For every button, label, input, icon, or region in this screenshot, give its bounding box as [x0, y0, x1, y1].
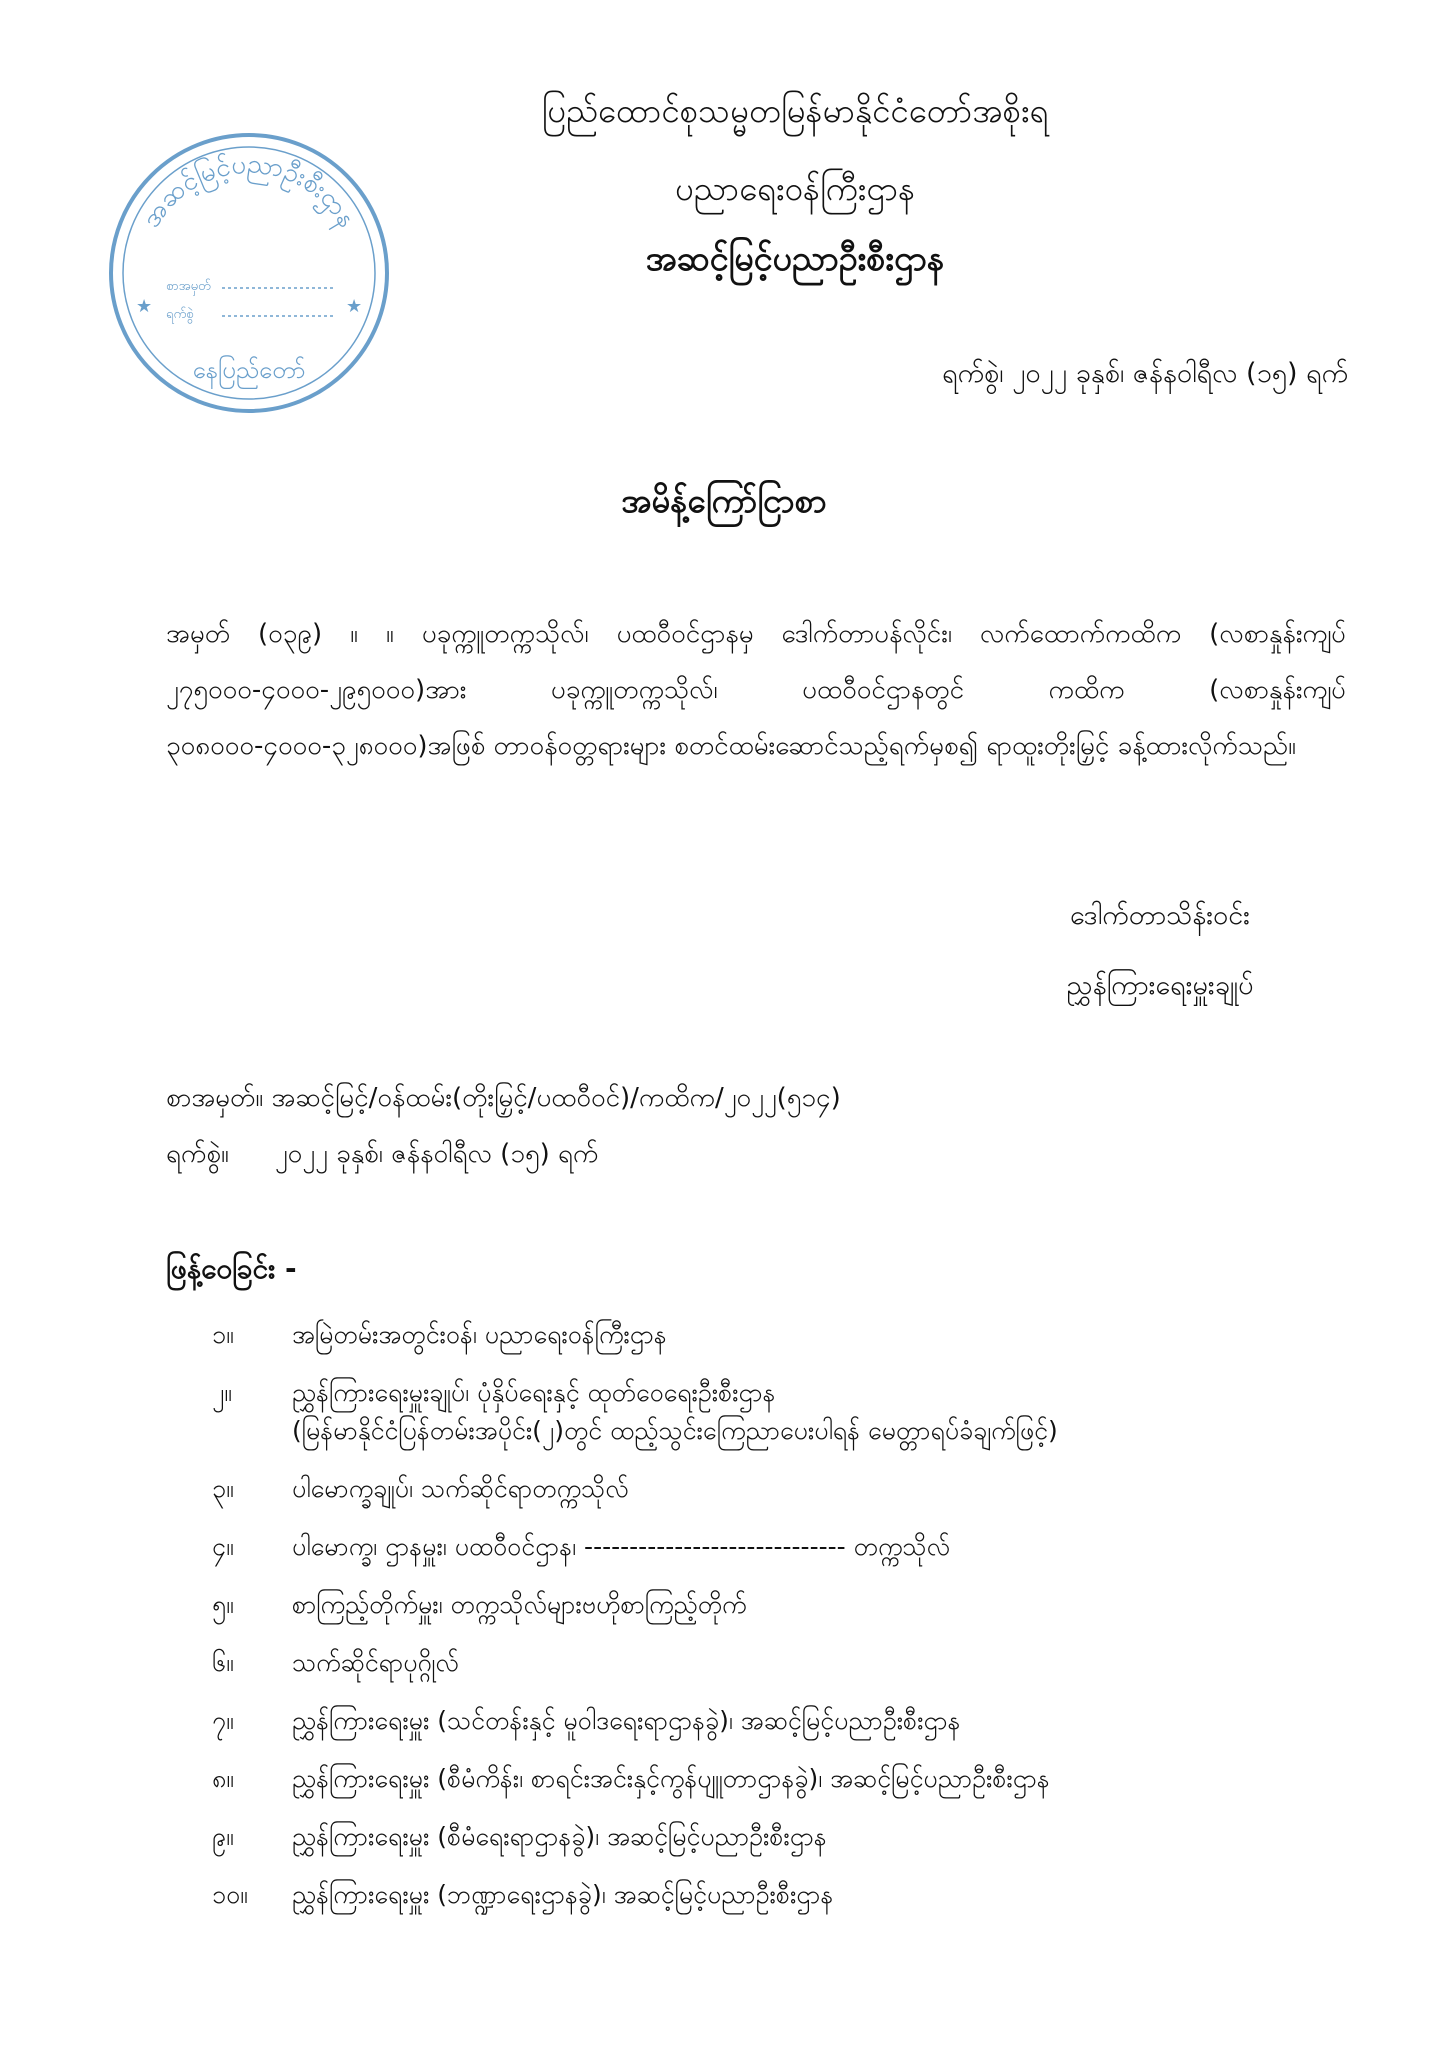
- list-item-text: ညွှန်ကြားရေးမှူး (စီမံရေးရာဌာနခွဲ)၊ အဆင့်မြင့်ပညာဦးစီးဌာန: [292, 1822, 827, 1851]
- list-item: [166, 1316, 1366, 1354]
- list-item-text: သက်ဆိုင်ရာပုဂ္ဂိုလ်: [292, 1648, 459, 1677]
- reference-number: [166, 1080, 841, 1119]
- list-item-text: ညွှန်ကြားရေးမှူး (ဘဏ္ဍာရေးဌာနခွဲ)၊ အဆင့်မြင့်ပညာဦးစီးဌာန: [292, 1880, 834, 1909]
- list-item-number: ၈။: [212, 1764, 234, 1793]
- list-item: [166, 1876, 1366, 1914]
- list-item-text: ညွှန်ကြားရေးမှူး (စီမံကိန်း၊ စာရင်းအင်းနှင့်ကွန်ပျူတာဌာနခွဲ)၊ အဆင့်မြင့်ပညာဦးစီးဌာန: [292, 1764, 1050, 1793]
- distribution-heading: ဖြန့်ဝေခြင်း -: [166, 1252, 297, 1285]
- header-government: ပြည်ထောင်စုသမ္မတမြန်မာနိုင်ငံတော်အစိုးရ: [541, 91, 1049, 130]
- seal-line1-label: စာအမှတ်: [166, 279, 211, 294]
- header-department: အဆင့်မြင့်ပညာဦးစီးဌာန: [645, 239, 945, 279]
- list-item-text: ပါမောက္ခ၊ ဌာနမှူး၊ ပထဝီဝင်ဌာန၊ ----------------------------- တက္ကသိုလ်: [292, 1532, 951, 1561]
- list-item: [166, 1644, 1366, 1682]
- list-item-number: ၂။: [212, 1378, 232, 1407]
- reference-date-value: ၂၀၂၂ ခုနှစ်၊ ဇန်နဝါရီလ (၁၅) ရက်: [274, 1139, 599, 1169]
- reference-label: စာအမှတ်။: [166, 1083, 264, 1113]
- list-item: [166, 1470, 1366, 1508]
- seal-star-right-icon: ★: [346, 296, 363, 317]
- office-seal: [104, 128, 394, 418]
- list-item-number: ၄။: [212, 1532, 234, 1561]
- list-item-text: ညွှန်ကြားရေးမှူးချုပ်၊ ပုံနှိပ်ရေးနှင့် ထုတ်ဝေရေးဦးစီးဌာန: [292, 1378, 776, 1407]
- seal-bottom-text: နေပြည်တော်: [192, 356, 306, 384]
- list-item-text: အမြဲတမ်းအတွင်းဝန်၊ ပညာရေးဝန်ကြီးဌာန: [292, 1320, 667, 1349]
- list-item-text: ညွှန်ကြားရေးမှူး (သင်တန်းနှင့် မူဝါဒရေးရာဌာနခွဲ)၊ အဆင့်မြင့်ပညာဦးစီးဌာန: [292, 1706, 961, 1735]
- seal-outer-text: အဆင့်မြင့်ပညာဦးစီးဌာန: [136, 148, 362, 233]
- list-item: [166, 1760, 1366, 1798]
- list-item: [166, 1702, 1366, 1740]
- reference-date-label: ရက်စွဲ။: [166, 1139, 229, 1169]
- list-item: [166, 1528, 1366, 1566]
- signatory-name: ဒေါက်တာသိန်းဝင်း: [1069, 900, 1251, 931]
- seal-line2-label: ရက်စွဲ: [166, 307, 194, 322]
- document-date: ရက်စွဲ၊ ၂၀၂၂ ခုနှစ်၊ ဇန်နဝါရီလ (၁၅) ရက်: [942, 358, 1348, 389]
- list-item-number: ၅။: [212, 1590, 234, 1619]
- list-item-number: ၁။: [212, 1320, 234, 1349]
- document-title: အမိန့်ကြော်ငြာစာ: [621, 481, 827, 520]
- header-ministry: ပညာရေးဝန်ကြီးဌာန: [674, 169, 916, 208]
- list-item-number: ၆။: [212, 1648, 234, 1677]
- order-body: အမှတ် (၀၃၉) ။ ။ ပခုက္ကူတက္ကသိုလ်၊ ပထဝီဝင်ဌာနမှ ဒေါက်တာပန်လိုင်း၊ လက်ထောက်ကထိက (လစာနှုန်းကျပ် ၂၇၅၀၀၀-၄၀၀၀-၂၉၅၀၀၀)အား ပခုက္ကူတက္ကသိုလ်၊ ပထဝီဝင်ဌာနတွင် ကထိက (လစာနှုန်းကျပ် ၃၀၈၀၀၀-၄၀၀၀-၃၂၈၀၀၀)အဖြစ် တာဝန်ဝတ္တရားများ စတင်ထမ်းဆောင်သည့်ရက်မှစ၍ ရာထူးတိုးမြှင့် ခန့်ထားလိုက်သည်။: [166, 619, 1346, 761]
- signatory-title: ညွှန်ကြားရေးမှူးချုပ်: [1066, 970, 1254, 1001]
- list-item-text: စာကြည့်တိုက်မှူး၊ တက္ကသိုလ်များဗဟိုစာကြည့်တိုက်: [292, 1590, 747, 1619]
- list-item: [166, 1586, 1366, 1624]
- reference-date: [166, 1136, 598, 1175]
- seal-graphic: [104, 128, 394, 418]
- list-item: [166, 1374, 1366, 1450]
- list-item-number: ၁၀။: [212, 1880, 248, 1909]
- list-item-text: ပါမောက္ခချုပ်၊ သက်ဆိုင်ရာတက္ကသိုလ်: [292, 1474, 629, 1503]
- reference-value: အဆင့်မြင့်/ဝန်ထမ်း(တိုးမြှင့်/ပထဝီဝင်)/ကထိက/၂၀၂၂(၅၁၄): [271, 1083, 841, 1113]
- list-item-number: ၇။: [212, 1706, 234, 1735]
- seal-star-left-icon: ★: [136, 296, 153, 317]
- list-item-number: ၃။: [212, 1474, 234, 1503]
- list-item-subtext: (မြန်မာနိုင်ငံပြန်တမ်းအပိုင်း(၂)တွင် ထည့်သွင်းကြေညာပေးပါရန် မေတ္တာရပ်ခံချက်ဖြင့်): [292, 1416, 1058, 1445]
- list-item: [166, 1818, 1366, 1856]
- list-item-number: ၉။: [212, 1822, 234, 1851]
- distribution-list: [166, 1316, 1366, 1934]
